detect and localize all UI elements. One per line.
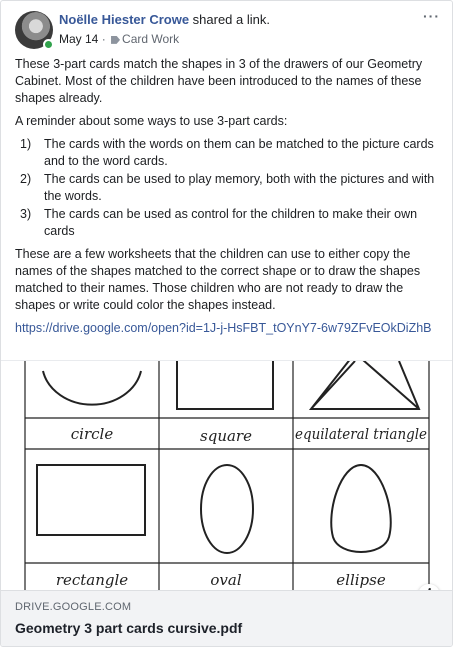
- paragraph-intro: These 3-part cards match the shapes in 3 of the drawers of our Geometry Cabinet. Most of the children have been introduced to the names of these shapes already.: [15, 57, 423, 105]
- list-item: [15, 136, 443, 170]
- card-label-rectangle: rectangle: [55, 571, 129, 589]
- triangle-shape: [311, 361, 419, 409]
- rectangle-shape: [37, 465, 145, 535]
- post-headline: [59, 12, 270, 27]
- paragraph-worksheets: These are a few worksheets that the children can use to either copy the names of the shapes matched to the correct shape or to draw the shapes matched to their names. Those children who are not ready to draw the shapes or write could color the shapes instead.: [15, 247, 421, 312]
- card-label-circle: circle: [70, 425, 114, 443]
- card-label-ellipse: ellipse: [336, 571, 386, 589]
- square-shape: [177, 361, 273, 409]
- post-meta: [59, 32, 179, 46]
- post-text: [15, 56, 443, 343]
- card-label-triangle: equilateral triangle: [295, 425, 428, 443]
- preview-title[interactable]: Geometry 3 part cards cursive.pdf: [15, 620, 243, 636]
- drive-link[interactable]: https://drive.google.com/open?id=1J-j-HsFBT_tOYnY7-6w79ZFvEOkDiZhB: [15, 321, 432, 335]
- post-header: [15, 8, 442, 51]
- link-preview[interactable]: [1, 360, 452, 646]
- list-item: [15, 206, 443, 240]
- card-label-square: square: [200, 427, 252, 445]
- list-text: The cards can be used as control for the children to make their own cards: [44, 207, 418, 238]
- list-text: The cards can be used to play memory, both with the pictures and with the words.: [44, 172, 435, 203]
- meta-separator: ·: [98, 32, 110, 46]
- oval-shape: [201, 465, 253, 553]
- preview-domain: DRIVE.GOOGLE.COM: [15, 601, 132, 613]
- list-item: [15, 171, 443, 205]
- author-name[interactable]: Noëlle Hiester Crowe: [59, 12, 190, 27]
- list-number: 1): [20, 137, 32, 151]
- list-number: 2): [20, 172, 32, 186]
- preview-image[interactable]: [1, 360, 452, 590]
- more-options-button[interactable]: ···: [423, 8, 440, 24]
- reminder-list: [15, 136, 443, 240]
- preview-caption[interactable]: [1, 590, 452, 646]
- ellipse-shape: [331, 465, 390, 552]
- share-action-text: shared a link.: [189, 12, 270, 27]
- online-status-icon: [43, 39, 54, 50]
- post-date[interactable]: May 14: [59, 32, 99, 46]
- paragraph-reminder: A reminder about some ways to use 3-part cards:: [15, 114, 288, 128]
- card-label-oval: oval: [210, 571, 242, 589]
- list-number: 3): [20, 207, 32, 221]
- tag-icon: [111, 36, 120, 44]
- shape-cards-illustration: [1, 361, 452, 590]
- topic-tag[interactable]: Card Work: [122, 32, 180, 46]
- list-text: The cards with the words on them can be matched to the picture cards and to the word cards.: [44, 137, 434, 168]
- circle-shape: [43, 371, 141, 405]
